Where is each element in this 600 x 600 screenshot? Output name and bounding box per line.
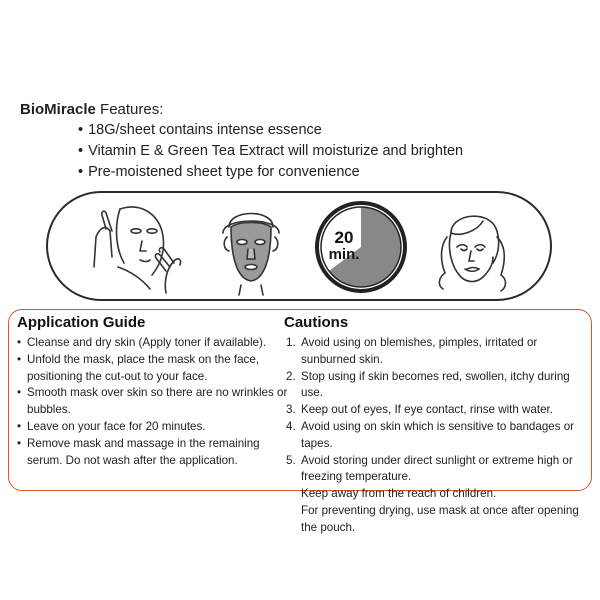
caution-text: Keep out of eyes, If eye contact, rinse with water. bbox=[301, 403, 553, 417]
caution-text: Avoid using on skin which is sensitive to bandages or tapes. bbox=[301, 419, 575, 450]
brand-name: BioMiracle bbox=[20, 101, 96, 118]
info-box bbox=[8, 309, 592, 534]
features-label: Features: bbox=[100, 101, 164, 118]
caution-item bbox=[284, 335, 588, 369]
face-with-mask-icon bbox=[201, 197, 301, 297]
caution-item bbox=[284, 419, 588, 453]
caution-number: 4. bbox=[286, 419, 296, 433]
cautions-list bbox=[284, 335, 588, 486]
timer-unit: min. bbox=[328, 246, 360, 263]
caution-item bbox=[284, 402, 588, 419]
application-guide-title: Application Guide bbox=[17, 314, 146, 331]
cautions-title: Cautions bbox=[284, 314, 349, 331]
caution-note: For preventing drying, use mask at once after opening the pouch. bbox=[301, 503, 579, 534]
application-guide bbox=[17, 314, 289, 469]
timer-icon bbox=[311, 197, 411, 297]
guide-item: • Unfold the mask, place the mask on the face, positioning the cut-out to your face. bbox=[17, 352, 289, 386]
caution-number: 1. bbox=[286, 336, 296, 349]
caution-item bbox=[284, 369, 588, 403]
caution-text: Stop using if skin becomes red, swollen, itchy during use. bbox=[301, 369, 570, 400]
feature-item: • Vitamin E & Green Tea Extract will moisturize and brighten bbox=[78, 141, 580, 162]
guide-item: • Remove mask and massage in the remaining serum. Do not wash after the application. bbox=[17, 436, 289, 470]
caution-number: 5. bbox=[286, 453, 296, 467]
caution-text: Avoid using on blemishes, pimples, irritated or sunburned skin. bbox=[301, 336, 538, 366]
glowing-face-icon bbox=[421, 197, 521, 297]
feature-item: • 18G/sheet contains intense essence bbox=[78, 120, 580, 141]
features-section bbox=[20, 100, 580, 183]
cautions bbox=[284, 314, 588, 537]
timer-value: 20 bbox=[334, 228, 354, 247]
caution-number: 2. bbox=[286, 369, 296, 383]
feature-item: • Pre-moistened sheet type for convenience bbox=[78, 162, 580, 183]
applying-mask-icon bbox=[90, 197, 190, 297]
caution-number: 3. bbox=[286, 403, 296, 417]
guide-item: • Leave on your face for 20 minutes. bbox=[17, 419, 289, 436]
steps-illustration bbox=[46, 191, 552, 301]
features-list bbox=[20, 120, 580, 183]
guide-item: • Cleanse and dry skin (Apply toner if available). bbox=[17, 335, 289, 352]
application-guide-list bbox=[17, 335, 289, 469]
caution-note: Keep away from the reach of children. bbox=[301, 487, 497, 501]
guide-item: • Smooth mask over skin so there are no wrinkles or bubbles. bbox=[17, 385, 289, 419]
caution-text: Avoid storing under direct sunlight or extreme high or freezing temperature. bbox=[301, 453, 573, 484]
features-heading bbox=[20, 100, 580, 120]
caution-item bbox=[284, 453, 588, 487]
